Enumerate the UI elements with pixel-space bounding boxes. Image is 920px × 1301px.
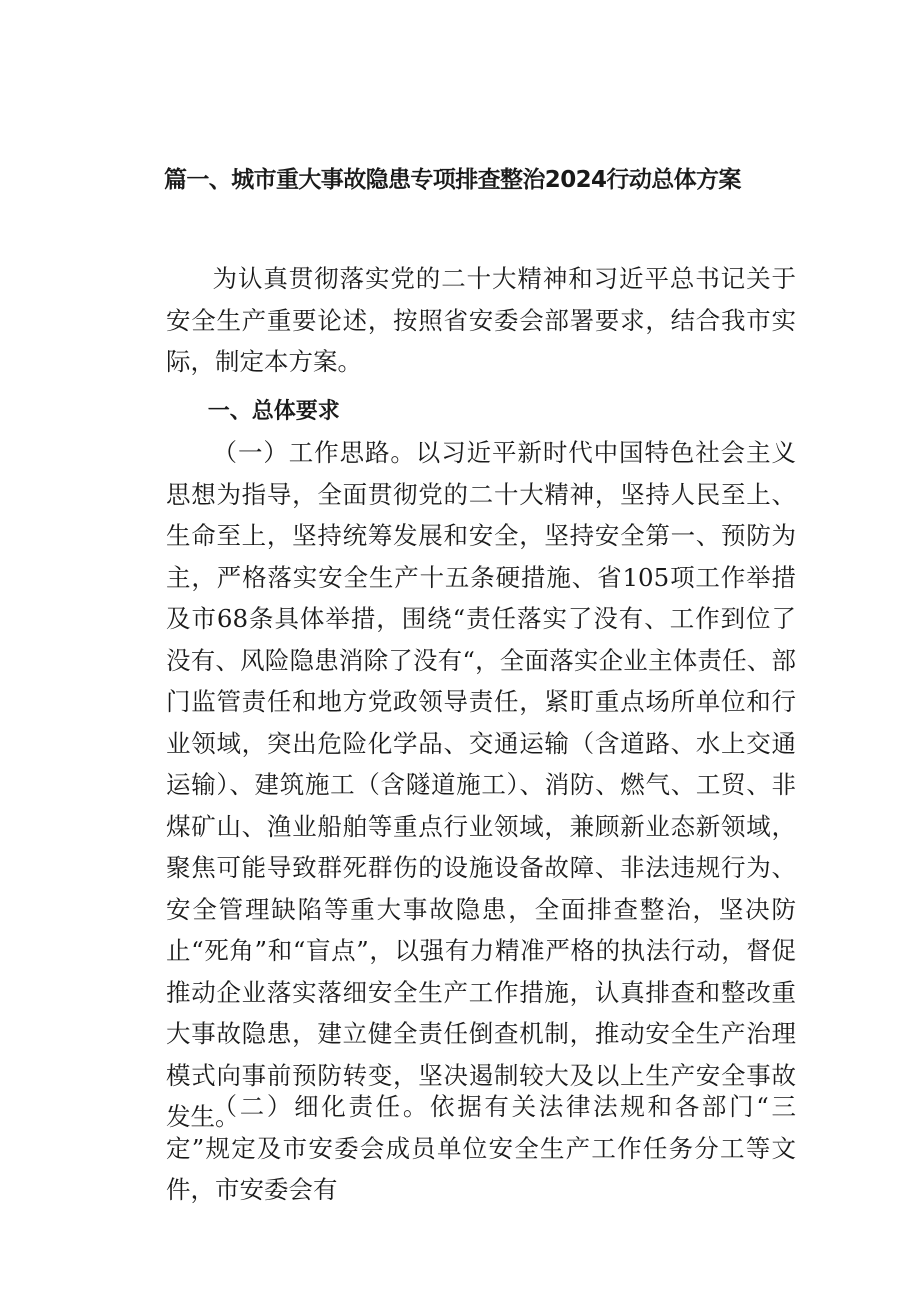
intro-paragraph: 为认真贯彻落实党的二十大精神和习近平总书记关于安全生产重要论述，按照省安委会部署要求，结合我市实际，制定本方案。	[166, 264, 796, 376]
section-heading-general-requirements: 一、总体要求	[207, 399, 340, 424]
paragraph-refine-responsibility: （二）细化责任。依据有关法律法规和各部门“三定”规定及市安委会成员单位安全生产工作任务分工等文件，市安委会有	[166, 1092, 796, 1204]
document-title: 篇一、城市重大事故隐患专项排查整治2024行动总体方案	[164, 167, 741, 193]
paragraph-work-approach: （一）工作思路。以习近平新时代中国特色社会主义思想为指导，全面贯彻党的二十大精神，坚持人民至上、生命至上，坚持统筹发展和安全，坚持安全第一、预防为主，严格落实安全生产十五条硬措施、省105项工作举措及市68条具体举措，围绕“责任落实了没有、工作到位了没有、风险隐患消除了没有“，全面落实企业主体责任、部门监管责任和地方党政领导责任，紧盯重点场所单位和行业领域，突出危险化学品、交通运输（含道路、水上交通运输）、建筑施工（含隧道施工）、消防、燃气、工贸、非煤矿山、渔业船舶等重点行业领域，兼顾新业态新领域，聚焦可能导致群死群伤的设施设备故障、非法违规行为、安全管理缺陷等重大事故隐患，全面排查整治，坚决防止“死角”和“盲点”，以强有力精准严格的执法行动，督促推动企业落实落细安全生产工作措施，认真排查和整改重大事故隐患，建立健全责任倒查机制，推动安全生产治理模式向事前预防转变，坚决遏制较大及以上生产安全事故发生。	[166, 438, 796, 1131]
